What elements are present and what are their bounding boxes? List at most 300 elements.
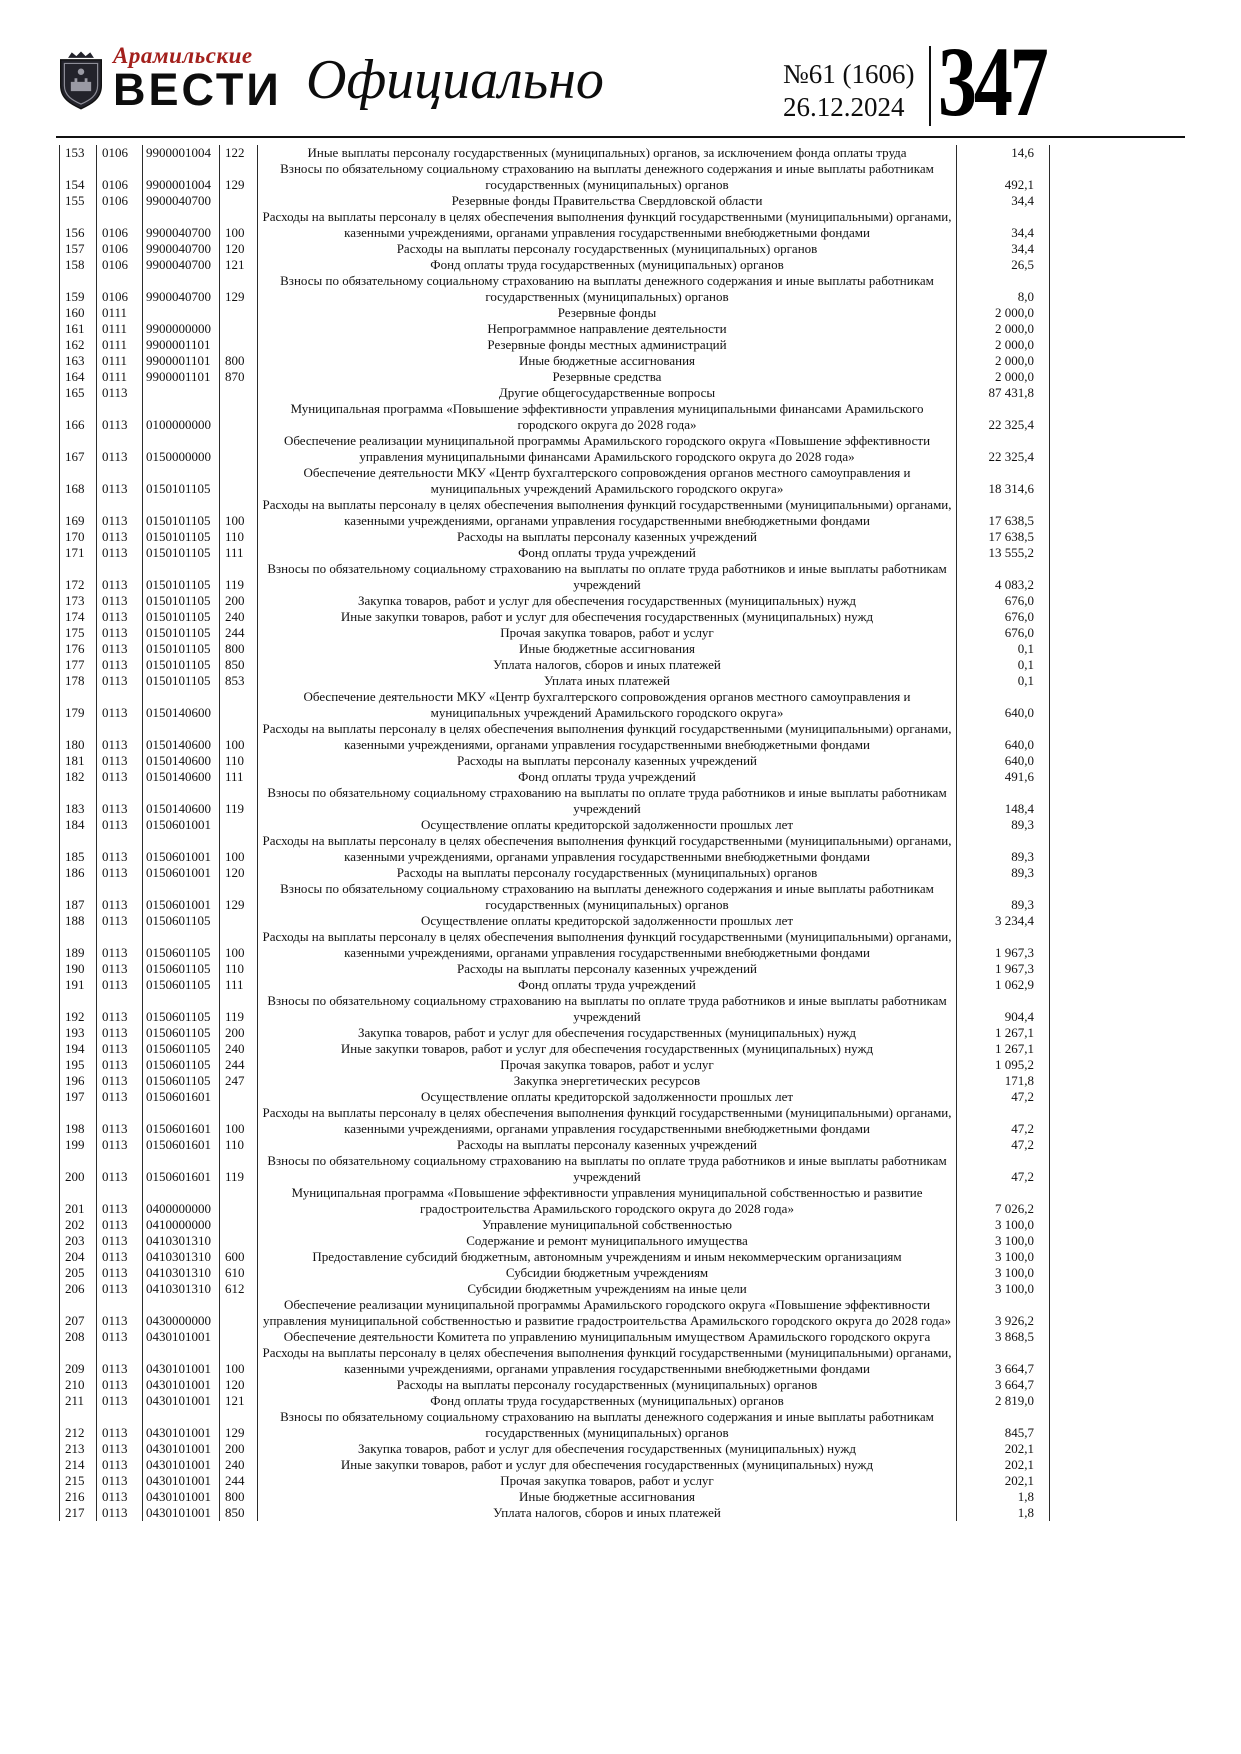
table-row bbox=[60, 817, 1050, 833]
description-cell: Обеспечение реализации муниципальной программы Арамильского городского округа «Повышение эффективности управления муниципальной собственностью и развитие градостроительства Арамильского городского округа до 2028 года» bbox=[258, 1297, 957, 1329]
row-number-cell: 155 bbox=[60, 193, 97, 209]
expense-type-code-cell: 240 bbox=[220, 1041, 258, 1057]
amount-cell: 640,0 bbox=[957, 753, 1050, 769]
table-row bbox=[60, 625, 1050, 641]
section-code-cell: 0113 bbox=[97, 1249, 143, 1265]
section-code-cell: 0106 bbox=[97, 209, 143, 241]
expense-type-code-cell bbox=[220, 337, 258, 353]
amount-cell: 87 431,8 bbox=[957, 385, 1050, 401]
section-code-cell: 0113 bbox=[97, 1137, 143, 1153]
description-cell: Осуществление оплаты кредиторской задолженности прошлых лет bbox=[258, 1089, 957, 1105]
description-cell: Субсидии бюджетным учреждениям на иные цели bbox=[258, 1281, 957, 1297]
row-number-cell: 181 bbox=[60, 753, 97, 769]
expense-type-code-cell: 247 bbox=[220, 1073, 258, 1089]
section-code-cell: 0113 bbox=[97, 1105, 143, 1137]
row-number-cell: 198 bbox=[60, 1105, 97, 1137]
amount-cell: 89,3 bbox=[957, 881, 1050, 913]
expense-type-code-cell: 240 bbox=[220, 609, 258, 625]
amount-cell: 1,8 bbox=[957, 1489, 1050, 1505]
table-row bbox=[60, 689, 1050, 721]
expense-type-code-cell: 119 bbox=[220, 561, 258, 593]
target-article-code-cell: 0150601601 bbox=[143, 1105, 220, 1137]
target-article-code-cell: 0410301310 bbox=[143, 1265, 220, 1281]
row-number-cell: 158 bbox=[60, 257, 97, 273]
description-cell: Прочая закупка товаров, работ и услуг bbox=[258, 1057, 957, 1073]
target-article-code-cell: 0430101001 bbox=[143, 1345, 220, 1377]
row-number-cell: 178 bbox=[60, 673, 97, 689]
description-cell: Резервные фонды bbox=[258, 305, 957, 321]
row-number-cell: 207 bbox=[60, 1297, 97, 1329]
table-row bbox=[60, 353, 1050, 369]
description-cell: Содержание и ремонт муниципального имущества bbox=[258, 1233, 957, 1249]
expense-type-code-cell: 244 bbox=[220, 1057, 258, 1073]
section-code-cell: 0113 bbox=[97, 1489, 143, 1505]
target-article-code-cell: 0150101105 bbox=[143, 625, 220, 641]
description-cell: Обеспечение деятельности Комитета по управлению муниципальным имуществом Арамильского городского округа bbox=[258, 1329, 957, 1345]
amount-cell: 17 638,5 bbox=[957, 497, 1050, 529]
target-article-code-cell: 9900040700 bbox=[143, 209, 220, 241]
amount-cell: 3 868,5 bbox=[957, 1329, 1050, 1345]
expense-type-code-cell: 121 bbox=[220, 257, 258, 273]
amount-cell: 640,0 bbox=[957, 721, 1050, 753]
amount-cell: 1 095,2 bbox=[957, 1057, 1050, 1073]
expense-type-code-cell bbox=[220, 385, 258, 401]
table-row bbox=[60, 1153, 1050, 1185]
expense-type-code-cell: 120 bbox=[220, 241, 258, 257]
description-cell: Резервные фонды местных администраций bbox=[258, 337, 957, 353]
table-row bbox=[60, 545, 1050, 561]
amount-cell: 3 664,7 bbox=[957, 1345, 1050, 1377]
row-number-cell: 164 bbox=[60, 369, 97, 385]
amount-cell: 148,4 bbox=[957, 785, 1050, 817]
description-cell: Иные закупки товаров, работ и услуг для обеспечения государственных (муниципальных) нужд bbox=[258, 1457, 957, 1473]
table-row bbox=[60, 1217, 1050, 1233]
expense-type-code-cell bbox=[220, 913, 258, 929]
description-cell: Иные бюджетные ассигнования bbox=[258, 353, 957, 369]
target-article-code-cell bbox=[143, 305, 220, 321]
section-code-cell: 0113 bbox=[97, 977, 143, 993]
section-code-cell: 0113 bbox=[97, 1073, 143, 1089]
amount-cell: 34,4 bbox=[957, 241, 1050, 257]
description-cell: Фонд оплаты труда учреждений bbox=[258, 545, 957, 561]
table-row bbox=[60, 561, 1050, 593]
expense-type-code-cell: 100 bbox=[220, 497, 258, 529]
section-code-cell: 0113 bbox=[97, 1457, 143, 1473]
description-cell: Осуществление оплаты кредиторской задолженности прошлых лет bbox=[258, 913, 957, 929]
description-cell: Уплата налогов, сборов и иных платежей bbox=[258, 657, 957, 673]
header-rule bbox=[56, 136, 1185, 138]
amount-cell: 2 000,0 bbox=[957, 369, 1050, 385]
table-row bbox=[60, 609, 1050, 625]
target-article-code-cell: 0430101001 bbox=[143, 1377, 220, 1393]
row-number-cell: 169 bbox=[60, 497, 97, 529]
amount-cell: 3 234,4 bbox=[957, 913, 1050, 929]
row-number-cell: 204 bbox=[60, 1249, 97, 1265]
table-row bbox=[60, 961, 1050, 977]
row-number-cell: 161 bbox=[60, 321, 97, 337]
row-number-cell: 193 bbox=[60, 1025, 97, 1041]
row-number-cell: 202 bbox=[60, 1217, 97, 1233]
expense-type-code-cell: 120 bbox=[220, 865, 258, 881]
row-number-cell: 189 bbox=[60, 929, 97, 961]
description-cell: Осуществление оплаты кредиторской задолженности прошлых лет bbox=[258, 817, 957, 833]
amount-cell: 34,4 bbox=[957, 193, 1050, 209]
description-cell: Фонд оплаты труда государственных (муниципальных) органов bbox=[258, 257, 957, 273]
row-number-cell: 180 bbox=[60, 721, 97, 753]
target-article-code-cell: 0150101105 bbox=[143, 545, 220, 561]
target-article-code-cell: 0150601001 bbox=[143, 817, 220, 833]
target-article-code-cell: 0150101105 bbox=[143, 673, 220, 689]
row-number-cell: 173 bbox=[60, 593, 97, 609]
target-article-code-cell: 0150601105 bbox=[143, 913, 220, 929]
row-number-cell: 200 bbox=[60, 1153, 97, 1185]
amount-cell: 3 100,0 bbox=[957, 1281, 1050, 1297]
table-row bbox=[60, 305, 1050, 321]
expense-type-code-cell: 870 bbox=[220, 369, 258, 385]
description-cell: Расходы на выплаты персоналу казенных учреждений bbox=[258, 753, 957, 769]
target-article-code-cell: 0150601105 bbox=[143, 1057, 220, 1073]
target-article-code-cell: 0150601105 bbox=[143, 977, 220, 993]
amount-cell: 3 100,0 bbox=[957, 1249, 1050, 1265]
amount-cell: 676,0 bbox=[957, 609, 1050, 625]
expense-type-code-cell bbox=[220, 305, 258, 321]
brand-name-top: Арамильские bbox=[113, 43, 253, 68]
table-row bbox=[60, 529, 1050, 545]
section-code-cell: 0113 bbox=[97, 545, 143, 561]
amount-cell: 202,1 bbox=[957, 1441, 1050, 1457]
table-row bbox=[60, 1505, 1050, 1521]
table-row bbox=[60, 369, 1050, 385]
amount-cell: 47,2 bbox=[957, 1105, 1050, 1137]
section-code-cell: 0106 bbox=[97, 145, 143, 161]
expense-type-code-cell: 850 bbox=[220, 1505, 258, 1521]
target-article-code-cell: 0400000000 bbox=[143, 1185, 220, 1217]
description-cell: Взносы по обязательному социальному страхованию на выплаты денежного содержания и иные выплаты работникам государственных (муниципальных) органов bbox=[258, 273, 957, 305]
target-article-code-cell: 0410301310 bbox=[143, 1249, 220, 1265]
expense-type-code-cell: 120 bbox=[220, 1377, 258, 1393]
description-cell: Иные бюджетные ассигнования bbox=[258, 641, 957, 657]
description-cell: Расходы на выплаты персоналу государственных (муниципальных) органов bbox=[258, 865, 957, 881]
row-number-cell: 194 bbox=[60, 1041, 97, 1057]
target-article-code-cell: 9900001004 bbox=[143, 145, 220, 161]
target-article-code-cell: 0430101001 bbox=[143, 1457, 220, 1473]
description-cell: Расходы на выплаты персоналу в целях обеспечения выполнения функций государственными (муниципальными) органами, казенными учреждениями, органами управления государственными внебюджетными фондами bbox=[258, 833, 957, 865]
amount-cell: 1 967,3 bbox=[957, 961, 1050, 977]
budget-table-body bbox=[60, 145, 1050, 1521]
section-code-cell: 0113 bbox=[97, 1409, 143, 1441]
target-article-code-cell: 0150601601 bbox=[143, 1153, 220, 1185]
description-cell: Резервные средства bbox=[258, 369, 957, 385]
description-cell: Расходы на выплаты персоналу в целях обеспечения выполнения функций государственными (муниципальными) органами, казенными учреждениями, органами управления государственными внебюджетными фондами bbox=[258, 497, 957, 529]
amount-cell: 7 026,2 bbox=[957, 1185, 1050, 1217]
description-cell: Закупка товаров, работ и услуг для обеспечения государственных (муниципальных) нужд bbox=[258, 1025, 957, 1041]
row-number-cell: 195 bbox=[60, 1057, 97, 1073]
description-cell: Расходы на выплаты персоналу казенных учреждений bbox=[258, 1137, 957, 1153]
brand-text bbox=[113, 43, 282, 115]
target-article-code-cell: 9900001101 bbox=[143, 337, 220, 353]
target-article-code-cell: 0150601105 bbox=[143, 929, 220, 961]
section-code-cell: 0113 bbox=[97, 1217, 143, 1233]
section-code-cell: 0111 bbox=[97, 353, 143, 369]
expense-type-code-cell: 100 bbox=[220, 1345, 258, 1377]
description-cell: Иные бюджетные ассигнования bbox=[258, 1489, 957, 1505]
description-cell: Взносы по обязательному социальному страхованию на выплаты по оплате труда работников и иные выплаты работникам учреждений bbox=[258, 1153, 957, 1185]
amount-cell: 13 555,2 bbox=[957, 545, 1050, 561]
row-number-cell: 160 bbox=[60, 305, 97, 321]
target-article-code-cell: 9900001101 bbox=[143, 369, 220, 385]
expense-type-code-cell: 111 bbox=[220, 769, 258, 785]
row-number-cell: 174 bbox=[60, 609, 97, 625]
table-row bbox=[60, 1185, 1050, 1217]
amount-cell: 3 100,0 bbox=[957, 1265, 1050, 1281]
amount-cell: 676,0 bbox=[957, 625, 1050, 641]
table-row bbox=[60, 497, 1050, 529]
amount-cell: 1,8 bbox=[957, 1505, 1050, 1521]
section-code-cell: 0113 bbox=[97, 1505, 143, 1521]
table-row bbox=[60, 1265, 1050, 1281]
table-row bbox=[60, 1281, 1050, 1297]
target-article-code-cell: 0150101105 bbox=[143, 609, 220, 625]
table-row bbox=[60, 401, 1050, 433]
target-article-code-cell: 0150601105 bbox=[143, 1025, 220, 1041]
target-article-code-cell: 0150101105 bbox=[143, 497, 220, 529]
amount-cell: 89,3 bbox=[957, 833, 1050, 865]
row-number-cell: 162 bbox=[60, 337, 97, 353]
expense-type-code-cell bbox=[220, 1217, 258, 1233]
description-cell: Закупка энергетических ресурсов bbox=[258, 1073, 957, 1089]
description-cell: Расходы на выплаты персоналу казенных учреждений bbox=[258, 529, 957, 545]
expense-type-code-cell: 800 bbox=[220, 353, 258, 369]
table-row bbox=[60, 1233, 1050, 1249]
row-number-cell: 163 bbox=[60, 353, 97, 369]
amount-cell: 22 325,4 bbox=[957, 401, 1050, 433]
section-code-cell: 0113 bbox=[97, 1057, 143, 1073]
section-code-cell: 0113 bbox=[97, 881, 143, 913]
section-code-cell: 0113 bbox=[97, 913, 143, 929]
row-number-cell: 199 bbox=[60, 1137, 97, 1153]
description-cell: Расходы на выплаты персоналу государственных (муниципальных) органов bbox=[258, 1377, 957, 1393]
table-row bbox=[60, 145, 1050, 161]
description-cell: Взносы по обязательному социальному страхованию на выплаты денежного содержания и иные выплаты работникам государственных (муниципальных) органов bbox=[258, 1409, 957, 1441]
row-number-cell: 197 bbox=[60, 1089, 97, 1105]
amount-cell: 1 062,9 bbox=[957, 977, 1050, 993]
expense-type-code-cell: 244 bbox=[220, 1473, 258, 1489]
section-code-cell: 0113 bbox=[97, 641, 143, 657]
row-number-cell: 209 bbox=[60, 1345, 97, 1377]
table-row bbox=[60, 465, 1050, 497]
amount-cell: 640,0 bbox=[957, 689, 1050, 721]
description-cell: Прочая закупка товаров, работ и услуг bbox=[258, 625, 957, 641]
target-article-code-cell: 0150101105 bbox=[143, 561, 220, 593]
expense-type-code-cell: 244 bbox=[220, 625, 258, 641]
description-cell: Фонд оплаты труда государственных (муниципальных) органов bbox=[258, 1393, 957, 1409]
table-row bbox=[60, 1105, 1050, 1137]
section-code-cell: 0113 bbox=[97, 929, 143, 961]
section-code-cell: 0113 bbox=[97, 593, 143, 609]
description-cell: Фонд оплаты труда учреждений bbox=[258, 977, 957, 993]
expense-type-code-cell: 100 bbox=[220, 929, 258, 961]
section-code-cell: 0106 bbox=[97, 241, 143, 257]
row-number-cell: 213 bbox=[60, 1441, 97, 1457]
section-code-cell: 0106 bbox=[97, 193, 143, 209]
expense-type-code-cell bbox=[220, 1233, 258, 1249]
target-article-code-cell: 0430101001 bbox=[143, 1329, 220, 1345]
target-article-code-cell: 0150140600 bbox=[143, 785, 220, 817]
expense-type-code-cell bbox=[220, 433, 258, 465]
table-row bbox=[60, 657, 1050, 673]
amount-cell: 3 664,7 bbox=[957, 1377, 1050, 1393]
description-cell: Расходы на выплаты персоналу в целях обеспечения выполнения функций государственными (муниципальными) органами, казенными учреждениями, органами управления государственными внебюджетными фондами bbox=[258, 209, 957, 241]
target-article-code-cell: 0150601001 bbox=[143, 865, 220, 881]
expense-type-code-cell: 111 bbox=[220, 545, 258, 561]
row-number-cell: 186 bbox=[60, 865, 97, 881]
section-code-cell: 0113 bbox=[97, 401, 143, 433]
target-article-code-cell: 0430101001 bbox=[143, 1505, 220, 1521]
target-article-code-cell: 0150601105 bbox=[143, 961, 220, 977]
target-article-code-cell: 0150101105 bbox=[143, 657, 220, 673]
amount-cell: 904,4 bbox=[957, 993, 1050, 1025]
row-number-cell: 154 bbox=[60, 161, 97, 193]
section-code-cell: 0113 bbox=[97, 833, 143, 865]
row-number-cell: 176 bbox=[60, 641, 97, 657]
target-article-code-cell: 9900040700 bbox=[143, 193, 220, 209]
table-row bbox=[60, 721, 1050, 753]
expense-type-code-cell: 100 bbox=[220, 1105, 258, 1137]
brand-name-bottom: ВЕСТИ bbox=[113, 64, 282, 115]
issue-date: 26.12.2024 bbox=[783, 92, 905, 122]
section-code-cell: 0113 bbox=[97, 961, 143, 977]
expense-type-code-cell: 800 bbox=[220, 641, 258, 657]
section-code-cell: 0106 bbox=[97, 273, 143, 305]
target-article-code-cell: 0150601105 bbox=[143, 993, 220, 1025]
amount-cell: 1 267,1 bbox=[957, 1041, 1050, 1057]
target-article-code-cell: 0430101001 bbox=[143, 1441, 220, 1457]
table-row bbox=[60, 1041, 1050, 1057]
target-article-code-cell: 9900000000 bbox=[143, 321, 220, 337]
amount-cell: 47,2 bbox=[957, 1153, 1050, 1185]
expense-type-code-cell bbox=[220, 465, 258, 497]
table-row bbox=[60, 1377, 1050, 1393]
description-cell: Обеспечение деятельности МКУ «Центр бухгалтерского сопровождения органов местного самоуправления и муниципальных учреждений Арамильского городского округа» bbox=[258, 465, 957, 497]
description-cell: Прочая закупка товаров, работ и услуг bbox=[258, 1473, 957, 1489]
expense-type-code-cell: 200 bbox=[220, 1025, 258, 1041]
section-code-cell: 0113 bbox=[97, 1041, 143, 1057]
section-code-cell: 0113 bbox=[97, 1377, 143, 1393]
table-row bbox=[60, 1441, 1050, 1457]
row-number-cell: 216 bbox=[60, 1489, 97, 1505]
description-cell: Взносы по обязательному социальному страхованию на выплаты по оплате труда работников и иные выплаты работникам учреждений bbox=[258, 785, 957, 817]
target-article-code-cell: 0410301310 bbox=[143, 1233, 220, 1249]
section-code-cell: 0113 bbox=[97, 1281, 143, 1297]
table-row bbox=[60, 1409, 1050, 1441]
section-code-cell: 0106 bbox=[97, 161, 143, 193]
amount-cell: 3 100,0 bbox=[957, 1217, 1050, 1233]
section-code-cell: 0113 bbox=[97, 865, 143, 881]
target-article-code-cell: 0430101001 bbox=[143, 1409, 220, 1441]
row-number-cell: 187 bbox=[60, 881, 97, 913]
section-code-cell: 0113 bbox=[97, 993, 143, 1025]
amount-cell: 676,0 bbox=[957, 593, 1050, 609]
expense-type-code-cell: 129 bbox=[220, 1409, 258, 1441]
description-cell: Расходы на выплаты персоналу в целях обеспечения выполнения функций государственными (муниципальными) органами, казенными учреждениями, органами управления государственными внебюджетными фондами bbox=[258, 721, 957, 753]
description-cell: Закупка товаров, работ и услуг для обеспечения государственных (муниципальных) нужд bbox=[258, 593, 957, 609]
expense-type-code-cell: 200 bbox=[220, 1441, 258, 1457]
table-row bbox=[60, 321, 1050, 337]
expense-type-code-cell: 100 bbox=[220, 833, 258, 865]
table-row bbox=[60, 1457, 1050, 1473]
section-code-cell: 0113 bbox=[97, 1233, 143, 1249]
description-cell: Непрограммное направление деятельности bbox=[258, 321, 957, 337]
row-number-cell: 214 bbox=[60, 1457, 97, 1473]
expense-type-code-cell: 110 bbox=[220, 961, 258, 977]
amount-cell: 34,4 bbox=[957, 209, 1050, 241]
target-article-code-cell: 0150101105 bbox=[143, 529, 220, 545]
table-row bbox=[60, 993, 1050, 1025]
expense-type-code-cell: 850 bbox=[220, 657, 258, 673]
row-number-cell: 165 bbox=[60, 385, 97, 401]
section-code-cell: 0113 bbox=[97, 497, 143, 529]
issue-info bbox=[783, 58, 915, 124]
description-cell: Фонд оплаты труда учреждений bbox=[258, 769, 957, 785]
row-number-cell: 188 bbox=[60, 913, 97, 929]
row-number-cell: 183 bbox=[60, 785, 97, 817]
target-article-code-cell: 0150101105 bbox=[143, 641, 220, 657]
target-article-code-cell: 9900040700 bbox=[143, 273, 220, 305]
section-code-cell: 0113 bbox=[97, 625, 143, 641]
amount-cell: 491,6 bbox=[957, 769, 1050, 785]
expense-type-code-cell bbox=[220, 689, 258, 721]
expense-type-code-cell: 853 bbox=[220, 673, 258, 689]
description-cell: Взносы по обязательному социальному страхованию на выплаты по оплате труда работников и иные выплаты работникам учреждений bbox=[258, 993, 957, 1025]
target-article-code-cell: 0150101105 bbox=[143, 465, 220, 497]
expense-type-code-cell: 200 bbox=[220, 593, 258, 609]
expense-type-code-cell: 110 bbox=[220, 1137, 258, 1153]
table-row bbox=[60, 641, 1050, 657]
expense-type-code-cell bbox=[220, 321, 258, 337]
expense-type-code-cell bbox=[220, 1297, 258, 1329]
coat-of-arms-icon bbox=[57, 50, 105, 112]
section-code-cell: 0113 bbox=[97, 1297, 143, 1329]
section-code-cell: 0113 bbox=[97, 609, 143, 625]
amount-cell: 202,1 bbox=[957, 1457, 1050, 1473]
row-number-cell: 215 bbox=[60, 1473, 97, 1489]
expense-type-code-cell: 121 bbox=[220, 1393, 258, 1409]
expense-type-code-cell: 111 bbox=[220, 977, 258, 993]
row-number-cell: 166 bbox=[60, 401, 97, 433]
section-code-cell: 0113 bbox=[97, 785, 143, 817]
expense-type-code-cell: 119 bbox=[220, 993, 258, 1025]
table-row bbox=[60, 1345, 1050, 1377]
expense-type-code-cell: 610 bbox=[220, 1265, 258, 1281]
expense-type-code-cell: 129 bbox=[220, 273, 258, 305]
description-cell: Муниципальная программа «Повышение эффективности управления муниципальными финансами Арамильского городского округа до 2028 года» bbox=[258, 401, 957, 433]
row-number-cell: 185 bbox=[60, 833, 97, 865]
section-code-cell: 0111 bbox=[97, 305, 143, 321]
page-number: 347 bbox=[938, 26, 1046, 137]
expense-type-code-cell: 110 bbox=[220, 753, 258, 769]
table-row bbox=[60, 881, 1050, 913]
target-article-code-cell: 0100000000 bbox=[143, 401, 220, 433]
row-number-cell: 157 bbox=[60, 241, 97, 257]
description-cell: Иные выплаты персоналу государственных (муниципальных) органов, за исключением фонда оплаты труда bbox=[258, 145, 957, 161]
row-number-cell: 212 bbox=[60, 1409, 97, 1441]
section-title: Официально bbox=[306, 49, 604, 111]
amount-cell: 492,1 bbox=[957, 161, 1050, 193]
section-code-cell: 0113 bbox=[97, 561, 143, 593]
section-code-cell: 0113 bbox=[97, 1185, 143, 1217]
amount-cell: 8,0 bbox=[957, 273, 1050, 305]
row-number-cell: 184 bbox=[60, 817, 97, 833]
